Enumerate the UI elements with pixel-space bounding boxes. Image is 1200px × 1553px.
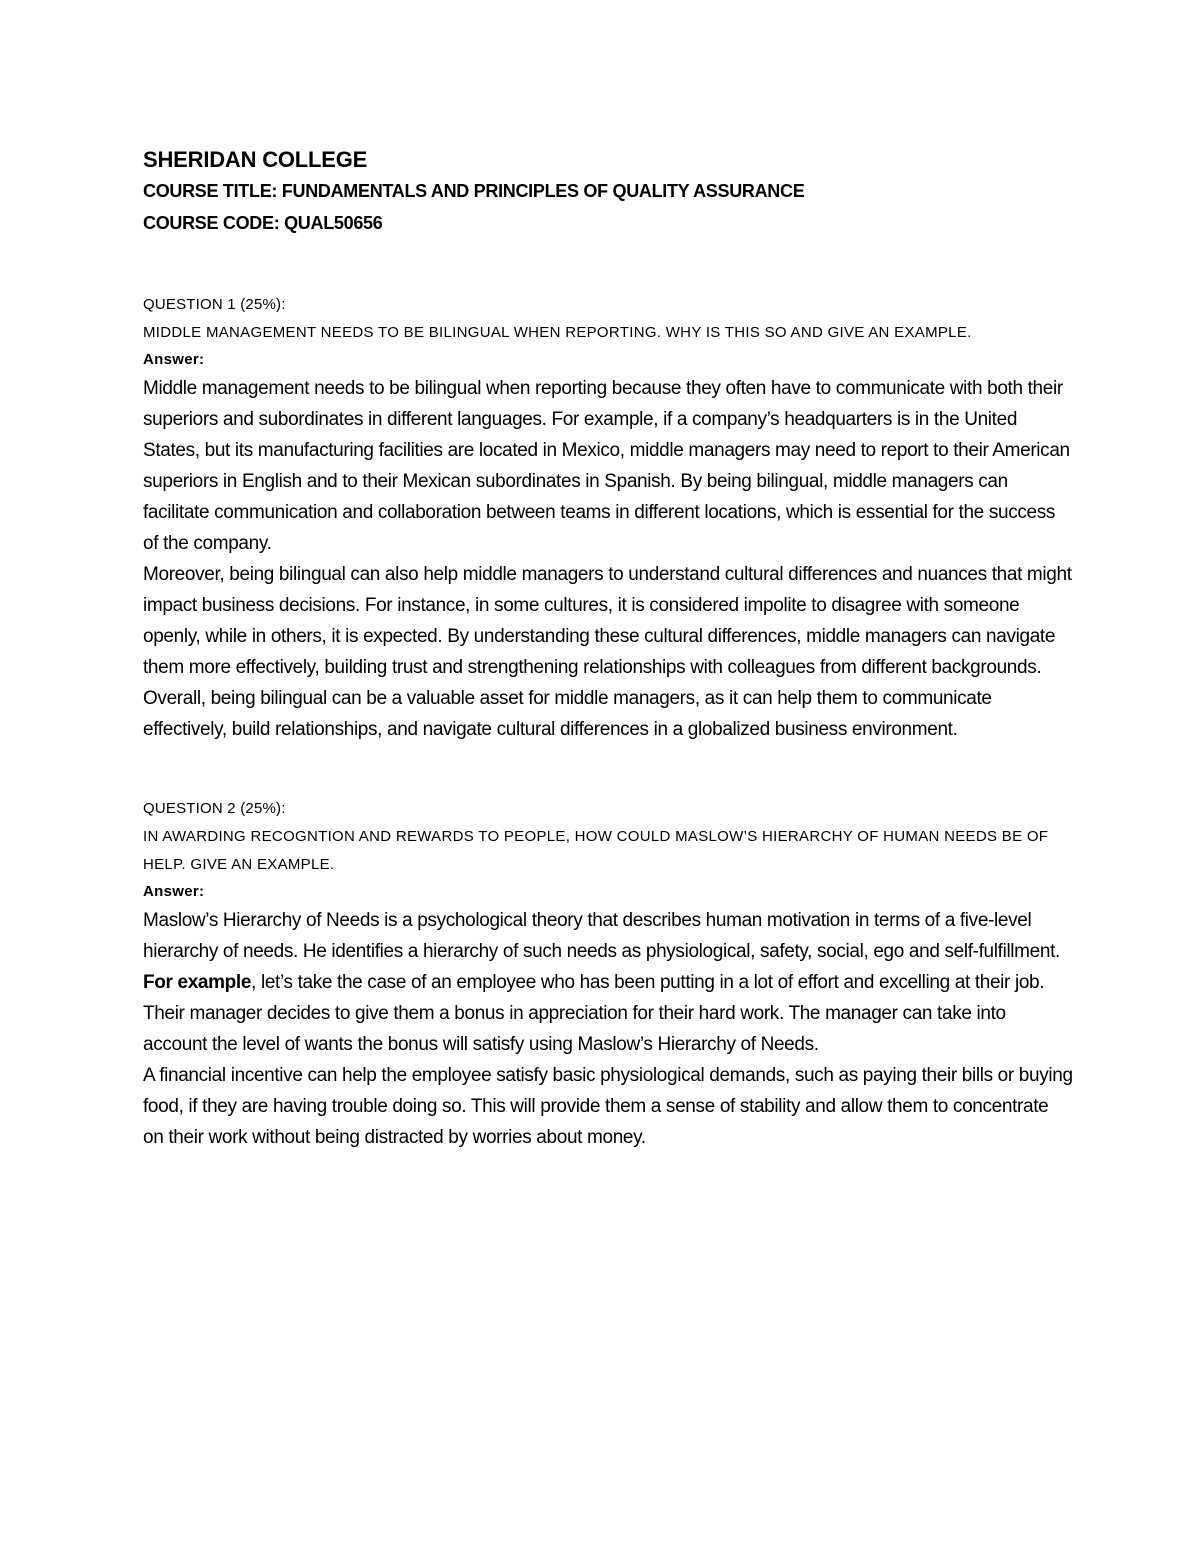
question-2-answer-label: Answer: [143, 883, 205, 900]
question-1-label: QUESTION 1 (25%): [143, 296, 286, 313]
answer-1-paragraph-3: Overall, being bilingual can be a valuable asset for middle managers, as it can help them to communicate effectively, build relationships, and navigate cultural differences in a globalized business environment. [143, 688, 992, 740]
answer-2-final-paragraph: A financial incentive can help the employee satisfy basic physiological demands, such as paying their bills or buying food, if they are having trouble doing so. This will provide them a sense of stability and allow them to concentrate on their work without being distracted by worries about money. [143, 1065, 1073, 1148]
example-rest: , let’s take the case of an employee who has been putting in a lot of effort and excelling at their job. Their manager decides to give them a bonus in appreciation for their hard work. The manager can take into account the level of wants the bonus will satisfy using Maslow’s Hierarchy of Needs. [143, 972, 1045, 1055]
answer-2-example-paragraph [143, 967, 1073, 1060]
question-2-label: QUESTION 2 (25%): [143, 800, 286, 817]
course-code: COURSE CODE: QUAL50656 [143, 213, 383, 233]
example-lead: For example [143, 972, 252, 993]
document-page [143, 145, 1073, 1153]
question-2 [143, 795, 1073, 1153]
answer-1-paragraph-1: Middle management needs to be bilingual when reporting because they often have to communicate with both their superiors and subordinates in different languages. For example, if a company’s headquarters is in the United States, but its manufacturing facilities are located in Mexico, middle managers may need to report to their American superiors in English and to their Mexican subordinates in Spanish. By being bilingual, middle managers can facilitate communication and collaboration between teams in different locations, which is essential for the success of the company. [143, 378, 1070, 554]
question-1 [143, 291, 1073, 745]
course-title: COURSE TITLE: FUNDAMENTALS AND PRINCIPLES OF QUALITY ASSURANCE [143, 181, 805, 201]
question-1-answer-label: Answer: [143, 351, 205, 368]
college-name: SHERIDAN COLLEGE [143, 147, 368, 172]
question-2-text: IN AWARDING RECOGNTION AND REWARDS TO PEOPLE, HOW COULD MASLOW’S HIERARCHY OF HUMAN NEEDS BE OF HELP. GIVE AN EXAMPLE. [143, 828, 1049, 873]
answer-2-paragraph-1: Maslow’s Hierarchy of Needs is a psychological theory that describes human motivation in terms of a five-level hierarchy of needs. He identifies a hierarchy of such needs as physiological, safety, social, ego and self-fulfillment. [143, 910, 1060, 962]
question-1-text: MIDDLE MANAGEMENT NEEDS TO BE BILINGUAL WHEN REPORTING. WHY IS THIS SO AND GIVE AN EXAMPLE. [143, 324, 972, 341]
answer-1-paragraph-2: Moreover, being bilingual can also help middle managers to understand cultural differences and nuances that might impact business decisions. For instance, in some cultures, it is considered impolite to disagree with someone openly, while in others, it is expected. By understanding these cultural differences, middle managers can navigate them more effectively, building trust and strengthening relationships with colleagues from different backgrounds. [143, 564, 1072, 678]
